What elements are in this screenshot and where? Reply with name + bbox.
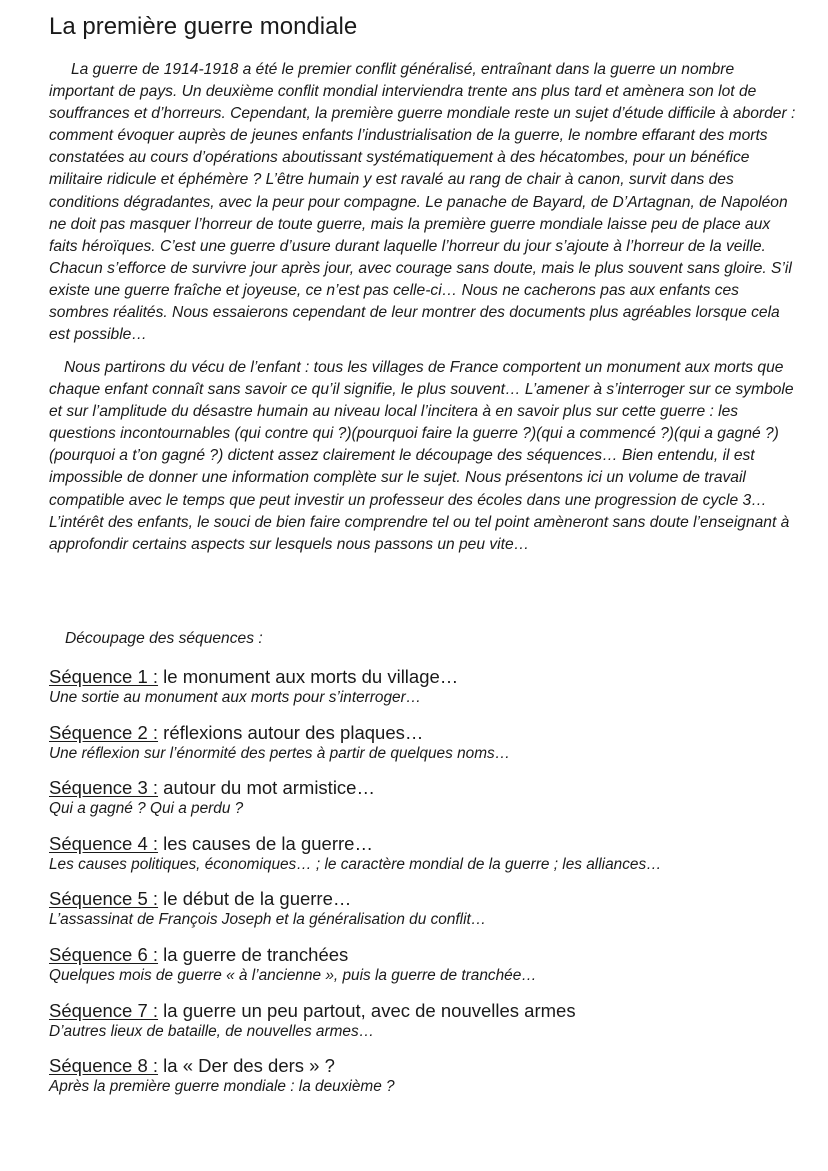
sequence-label: Séquence 1 : bbox=[49, 666, 159, 687]
sequence-label: Séquence 3 : bbox=[49, 777, 159, 799]
sequence-heading bbox=[49, 666, 809, 688]
sequence-list bbox=[49, 666, 809, 1111]
sequence-heading bbox=[49, 1000, 809, 1022]
sequence-title: autour du mot armistice… bbox=[158, 777, 375, 799]
sequence-item-2 bbox=[49, 722, 809, 778]
sequence-item-7 bbox=[49, 1000, 809, 1056]
sequence-label: Séquence 6 : bbox=[49, 943, 159, 965]
sequence-label: Séquence 4 : bbox=[49, 832, 159, 854]
sequence-item-5 bbox=[49, 888, 809, 944]
intro-paragraph: La guerre de 1914-1918 a été le premier conflit généralisé, entraînant dans la guerre un nombre important de pays. Un deuxième conflit mondial interviendra trente ans plus tard et amènera son lot de souffrances et d’horreurs. Cependant, la première guerre mondiale reste un sujet d’étude difficile à aborder : comment évoquer auprès de jeunes enfants l’industrialisation de la guerre, le nombre effarant des morts constatées au cours d’opérations aboutissant systématiquement à des hécatombes, pour un bénéfice militaire ridicule et éphémère ? L’être humain y est ravalé au rang de chair à canon, survit dans des conditions dégradantes, avec la peur pour compagne. Le panache de Bayard, de D’Artagnan, de Napoléon ne doit pas masquer l’horreur de toute guerre, mais la première guerre mondiale laisse peu de place aux faits héroïques. C’est une guerre d’usure durant laquelle l’horreur du jour s’ajoute à l’horreur de la veille. Chacun s’efforce de survivre jour après jour, avec courage sans doute, mais le plus souvent sans gloire. S’il existe une guerre fraîche et joyeuse, ce n’est pas celle-ci… Nous ne cacherons pas aux enfants ces sombres réalités. Nous essaierons cependant de leur montrer des documents plus agréables lorsque cela est possible… bbox=[49, 61, 796, 344]
sequence-description: D’autres lieux de bataille, de nouvelles armes… bbox=[49, 1022, 375, 1040]
sequence-item-1 bbox=[49, 666, 809, 722]
sequence-heading bbox=[49, 833, 809, 855]
sequence-label: Séquence 8 : bbox=[49, 1055, 159, 1077]
sequence-description: Une sortie au monument aux morts pour s’interroger… bbox=[49, 689, 422, 706]
sequence-title: la guerre de tranchées bbox=[158, 943, 349, 965]
sequence-label: Séquence 7 : bbox=[49, 999, 159, 1021]
sequence-item-6 bbox=[49, 944, 809, 1000]
page-title: La première guerre mondiale bbox=[49, 13, 358, 40]
sequence-title: le début de la guerre… bbox=[158, 888, 352, 910]
sequence-label: Séquence 2 : bbox=[49, 721, 159, 743]
sequence-heading bbox=[49, 722, 809, 744]
sequence-item-4 bbox=[49, 833, 809, 889]
sequence-title: la « Der des ders » ? bbox=[158, 1055, 335, 1077]
sequence-description: Quelques mois de guerre « à l’ancienne », puis la guerre de tranchée… bbox=[49, 966, 537, 984]
sequence-description: Qui a gagné ? Qui a perdu ? bbox=[49, 800, 244, 818]
sequence-heading bbox=[49, 777, 809, 799]
sequence-title: réflexions autour des plaques… bbox=[158, 721, 424, 743]
sequence-item-3 bbox=[49, 777, 809, 833]
sequence-description: Les causes politiques, économiques… ; le caractère mondial de la guerre ; les alliances… bbox=[49, 855, 662, 873]
sequence-title: les causes de la guerre… bbox=[158, 832, 373, 854]
sequence-description: Après la première guerre mondiale : la deuxième ? bbox=[49, 1078, 395, 1096]
sequence-label: Séquence 5 : bbox=[49, 888, 159, 910]
decoupage-heading: Découpage des séquences : bbox=[65, 630, 263, 647]
sequence-description: Une réflexion sur l’énormité des pertes à partir de quelques noms… bbox=[49, 744, 511, 762]
sequence-heading bbox=[49, 888, 809, 910]
sequence-title: le monument aux morts du village… bbox=[158, 666, 459, 687]
sequence-description: L’assassinat de François Joseph et la généralisation du conflit… bbox=[49, 911, 487, 929]
approach-paragraph: Nous partirons du vécu de l’enfant : tous les villages de France comportent un monument aux morts que chaque enfant connaît sans savoir ce qu’il signifie, le plus souvent… L’amener à s’interroger sur ce symbole et sur l’amplitude du désastre humain au niveau local l’incitera à en savoir plus sur cette guerre : les questions incontournables (qui contre qui ?)(pourquoi faire la guerre ?)(qui a commencé ?)(qui a gagné ?)(pourquoi a t’on gagné ?) dictent assez clairement le découpage des séquences… Bien entendu, il est impossible de donner une information complète sur le sujet. Nous présentons ici un volume de travail compatible avec le temps que peut investir un professeur des écoles dans une progression de cycle 3… L’intérêt des enfants, le souci de bien faire comprendre tel ou tel point amèneront sans doute l’enseignant à approfondir certains aspects sur lesquels nous passons un peu vite… bbox=[49, 359, 794, 553]
sequence-heading bbox=[49, 944, 809, 966]
sequence-item-8 bbox=[49, 1055, 809, 1111]
sequence-heading bbox=[49, 1055, 809, 1077]
sequence-title: la guerre un peu partout, avec de nouvelles armes bbox=[158, 999, 576, 1021]
